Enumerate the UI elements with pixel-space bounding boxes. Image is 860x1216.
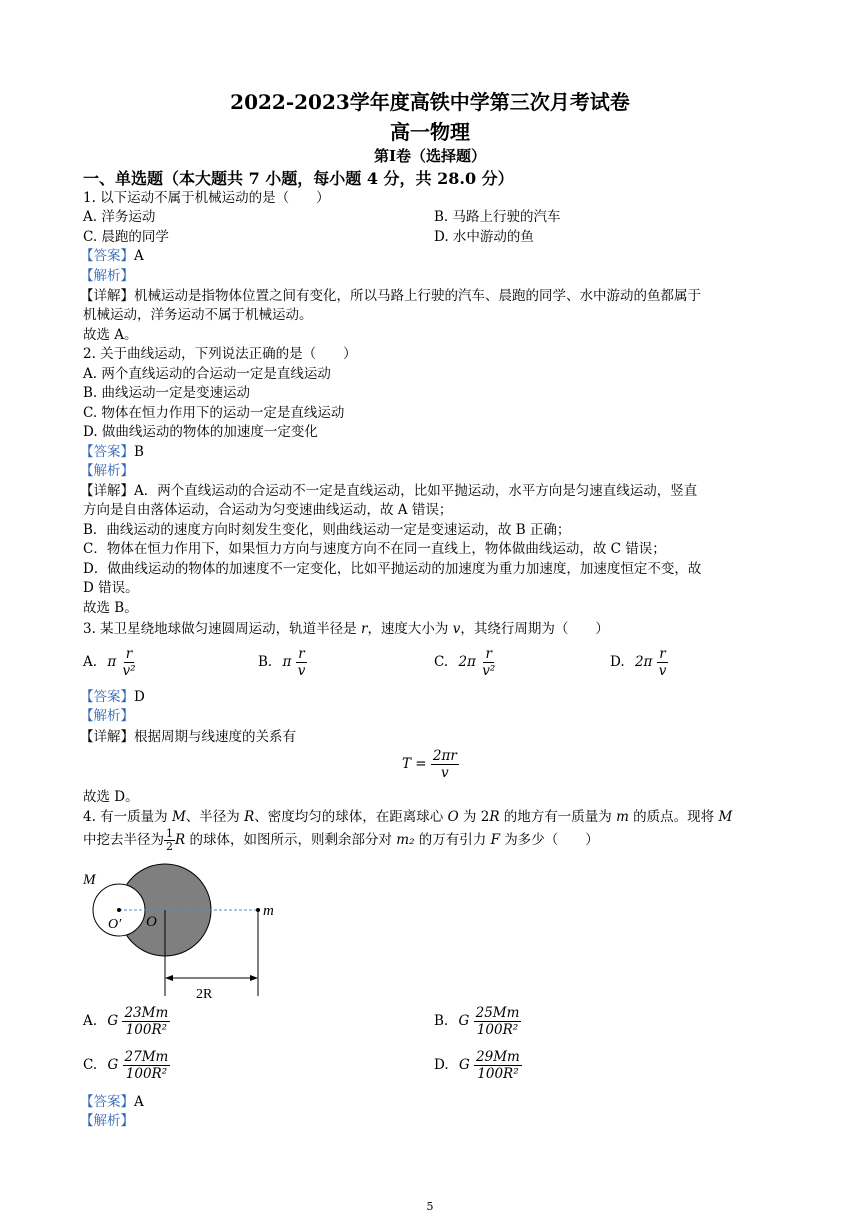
q2-detail-d2: D 错误。 bbox=[83, 580, 139, 596]
q2-stem: 2. 关于曲线运动，下列说法正确的是（ ） bbox=[83, 346, 357, 362]
q4-option-a bbox=[83, 1005, 170, 1038]
q2-detail-a2: 方向是自由落体运动，合运动为匀变速曲线运动，故 A 错误； bbox=[83, 502, 453, 518]
answer-tag: 【答案】 bbox=[80, 248, 134, 264]
denominator: v² bbox=[122, 663, 136, 679]
q3-detail bbox=[80, 728, 296, 746]
q1-option-d: D. 水中游动的鱼 bbox=[434, 229, 534, 245]
answer-tag: 【答案】 bbox=[80, 689, 134, 705]
fraction-half bbox=[164, 828, 175, 853]
q3-option-c bbox=[434, 646, 497, 679]
denominator: v² bbox=[482, 663, 496, 679]
option-label: B. bbox=[258, 654, 273, 670]
option-label: D. bbox=[434, 1057, 449, 1073]
q2-detail-d1: D．做曲线运动的物体的加速度不一定变化，比如平抛运动的加速度为重力加速度，加速度恒定不变，故 bbox=[83, 561, 702, 577]
numerator: 29Mm bbox=[476, 1049, 520, 1065]
label-m: m bbox=[263, 903, 274, 919]
q1-conclusion: 故选 A。 bbox=[83, 327, 138, 343]
numerator: 23Mm bbox=[124, 1005, 169, 1021]
fraction bbox=[657, 646, 669, 679]
denominator: v bbox=[297, 663, 306, 679]
q1-detail-1 bbox=[80, 287, 701, 305]
coef: π bbox=[282, 654, 292, 670]
denominator: 2 bbox=[166, 840, 173, 853]
numerator: 25Mm bbox=[475, 1005, 520, 1021]
q3-analysis-tag: 【解析】 bbox=[80, 708, 134, 724]
q2-conclusion: 故选 B。 bbox=[83, 600, 138, 616]
denominator: 100R² bbox=[125, 1022, 168, 1038]
fraction bbox=[480, 646, 497, 679]
fraction bbox=[122, 1005, 170, 1038]
stem-text: 的万有引力 bbox=[414, 832, 491, 848]
q1-analysis-tag: 【解析】 bbox=[80, 268, 134, 284]
arrow-head-right bbox=[250, 975, 258, 981]
exam-title: 2022-2023学年度高铁中学第三次月考试卷 bbox=[230, 90, 630, 114]
fraction bbox=[123, 1049, 171, 1082]
var-F: F bbox=[490, 832, 500, 848]
coef: π bbox=[107, 654, 117, 670]
q3-option-a bbox=[83, 646, 138, 679]
coef: 2π bbox=[458, 654, 476, 670]
option-label: A. bbox=[83, 654, 98, 670]
answer-value: D bbox=[134, 689, 145, 705]
detail-text: 机械运动是指物体位置之间有变化，所以马路上行驶的汽车、晨跑的同学、水中游动的鱼都属于 bbox=[134, 288, 701, 304]
option-label: A. bbox=[83, 1013, 98, 1029]
subject-title: 高一物理 bbox=[390, 120, 470, 144]
label-O-prime: O′ bbox=[108, 917, 122, 932]
q3-option-b bbox=[258, 646, 307, 679]
q2-detail-c: C．物体在恒力作用下，如果恒力方向与速度方向不在同一直线上，物体做曲线运动，故 C 错误； bbox=[83, 541, 666, 557]
section-title: 一、单选题（本大题共 7 小题，每小题 4 分，共 28.0 分） bbox=[83, 169, 514, 188]
q3-formula bbox=[402, 748, 459, 781]
stem-text: 4. 有一质量为 bbox=[83, 809, 172, 825]
fraction bbox=[431, 748, 459, 781]
var-O: O bbox=[447, 809, 459, 825]
q2-option-c: C. 物体在恒力作用下的运动一定是直线运动 bbox=[83, 405, 345, 421]
q1-stem: 1. 以下运动不属于机械运动的是（ ） bbox=[83, 190, 330, 206]
q2-detail-a1 bbox=[80, 482, 697, 500]
stem-text: 、密度均匀的球体，在距离球心 bbox=[254, 809, 448, 825]
q2-analysis-tag: 【解析】 bbox=[80, 463, 134, 479]
volume-title: 第Ⅰ卷（选择题） bbox=[373, 147, 487, 165]
stem-text: ，其绕行周期为（ ） bbox=[460, 621, 609, 637]
numerator: 1 bbox=[166, 827, 173, 840]
var-v: v bbox=[452, 621, 461, 637]
label-2R: 2R bbox=[196, 987, 213, 1002]
detail-text: 根据周期与线速度的关系有 bbox=[134, 729, 296, 745]
answer-value: A bbox=[134, 1094, 144, 1110]
detail-tag: 【详解】 bbox=[80, 729, 134, 745]
q3-conclusion: 故选 D。 bbox=[83, 789, 139, 805]
formula-lhs: T = bbox=[402, 756, 427, 772]
var-G: G bbox=[458, 1057, 470, 1073]
option-label: B. bbox=[434, 1013, 449, 1029]
stem-text: 中挖去半径为 bbox=[83, 832, 164, 848]
q2-option-d: D. 做曲线运动的物体的加速度一定变化 bbox=[83, 424, 318, 440]
fraction bbox=[474, 1049, 522, 1082]
q3-option-d bbox=[610, 646, 668, 679]
answer-tag: 【答案】 bbox=[80, 1094, 134, 1110]
numerator: r bbox=[485, 646, 492, 662]
q1-option-a: A. 洋务运动 bbox=[83, 209, 156, 225]
stem-text: ，速度大小为 bbox=[367, 621, 453, 637]
detail-tag: 【详解】 bbox=[80, 288, 134, 304]
denominator: 100R² bbox=[125, 1066, 168, 1082]
option-label: C. bbox=[83, 1057, 98, 1073]
var-m2: m₂ bbox=[396, 832, 415, 848]
q1-option-b: B. 马路上行驶的汽车 bbox=[434, 209, 561, 225]
denominator: 100R² bbox=[476, 1022, 519, 1038]
coef: 2π bbox=[634, 654, 653, 670]
var-G: G bbox=[107, 1013, 119, 1029]
stem-text: 3. 某卫星绕地球做匀速圆周运动，轨道半径是 bbox=[83, 621, 361, 637]
var-r: r bbox=[360, 621, 368, 637]
center-o-prime bbox=[117, 908, 121, 912]
q4-option-b bbox=[434, 1005, 521, 1038]
q2-option-b: B. 曲线运动一定是变速运动 bbox=[83, 385, 251, 401]
sphere-figure bbox=[80, 862, 280, 1002]
numerator: r bbox=[298, 646, 305, 662]
option-label: C. bbox=[434, 654, 449, 670]
var-R: R bbox=[489, 809, 500, 825]
numerator: r bbox=[659, 646, 666, 662]
label-O: O bbox=[146, 914, 157, 930]
fraction bbox=[296, 646, 308, 679]
detail-tag: 【详解】 bbox=[80, 483, 134, 499]
q3-stem bbox=[83, 620, 609, 638]
detail-text: A．两个直线运动的合运动不一定是直线运动，比如平抛运动，水平方向是匀速直线运动，竖直 bbox=[134, 483, 698, 499]
q2-option-a: A. 两个直线运动的合运动一定是直线运动 bbox=[83, 366, 331, 382]
q4-stem-line2 bbox=[83, 828, 599, 853]
stem-text: 的球体，如图所示，则剩余部分对 bbox=[185, 832, 397, 848]
option-label: D. bbox=[610, 654, 625, 670]
var-G: G bbox=[458, 1013, 470, 1029]
var-m: m bbox=[616, 809, 629, 825]
stem-text: 为 2 bbox=[458, 809, 490, 825]
answer-tag: 【答案】 bbox=[80, 444, 134, 460]
q4-answer bbox=[80, 1093, 144, 1111]
q1-answer bbox=[80, 247, 144, 265]
var-M: M bbox=[718, 809, 733, 825]
denominator: v bbox=[441, 765, 449, 781]
q4-option-c bbox=[83, 1049, 170, 1082]
q2-answer bbox=[80, 443, 144, 461]
q3-answer bbox=[80, 688, 145, 706]
answer-value: B bbox=[134, 444, 144, 460]
numerator: r bbox=[125, 646, 133, 662]
numerator: 2πr bbox=[432, 748, 457, 764]
denominator: 100R² bbox=[477, 1066, 519, 1082]
q1-option-c: C. 晨跑的同学 bbox=[83, 229, 169, 245]
denominator: v bbox=[658, 663, 667, 679]
q4-analysis-tag: 【解析】 bbox=[80, 1113, 134, 1129]
stem-text: 、半径为 bbox=[185, 809, 245, 825]
fraction bbox=[121, 646, 138, 679]
q1-detail-2: 机械运动，洋务运动不属于机械运动。 bbox=[83, 307, 313, 323]
stem-text: 的质点。现将 bbox=[628, 809, 719, 825]
stem-text: 为多少（ ） bbox=[499, 832, 599, 848]
var-R: R bbox=[244, 809, 255, 825]
arrow-head-left bbox=[165, 975, 173, 981]
fraction bbox=[474, 1005, 522, 1038]
var-M: M bbox=[171, 809, 186, 825]
stem-text: 的地方有一质量为 bbox=[499, 809, 617, 825]
q4-option-d bbox=[434, 1049, 522, 1082]
q4-stem-line1 bbox=[83, 808, 732, 826]
var-G: G bbox=[107, 1057, 119, 1073]
label-M: M bbox=[83, 872, 96, 888]
var-R: R bbox=[175, 832, 186, 848]
page-number: 5 bbox=[426, 1200, 434, 1213]
q2-detail-b: B．曲线运动的速度方向时刻发生变化，则曲线运动一定是变速运动，故 B 正确； bbox=[83, 522, 571, 538]
numerator: 27Mm bbox=[124, 1049, 169, 1065]
answer-value: A bbox=[134, 248, 144, 264]
